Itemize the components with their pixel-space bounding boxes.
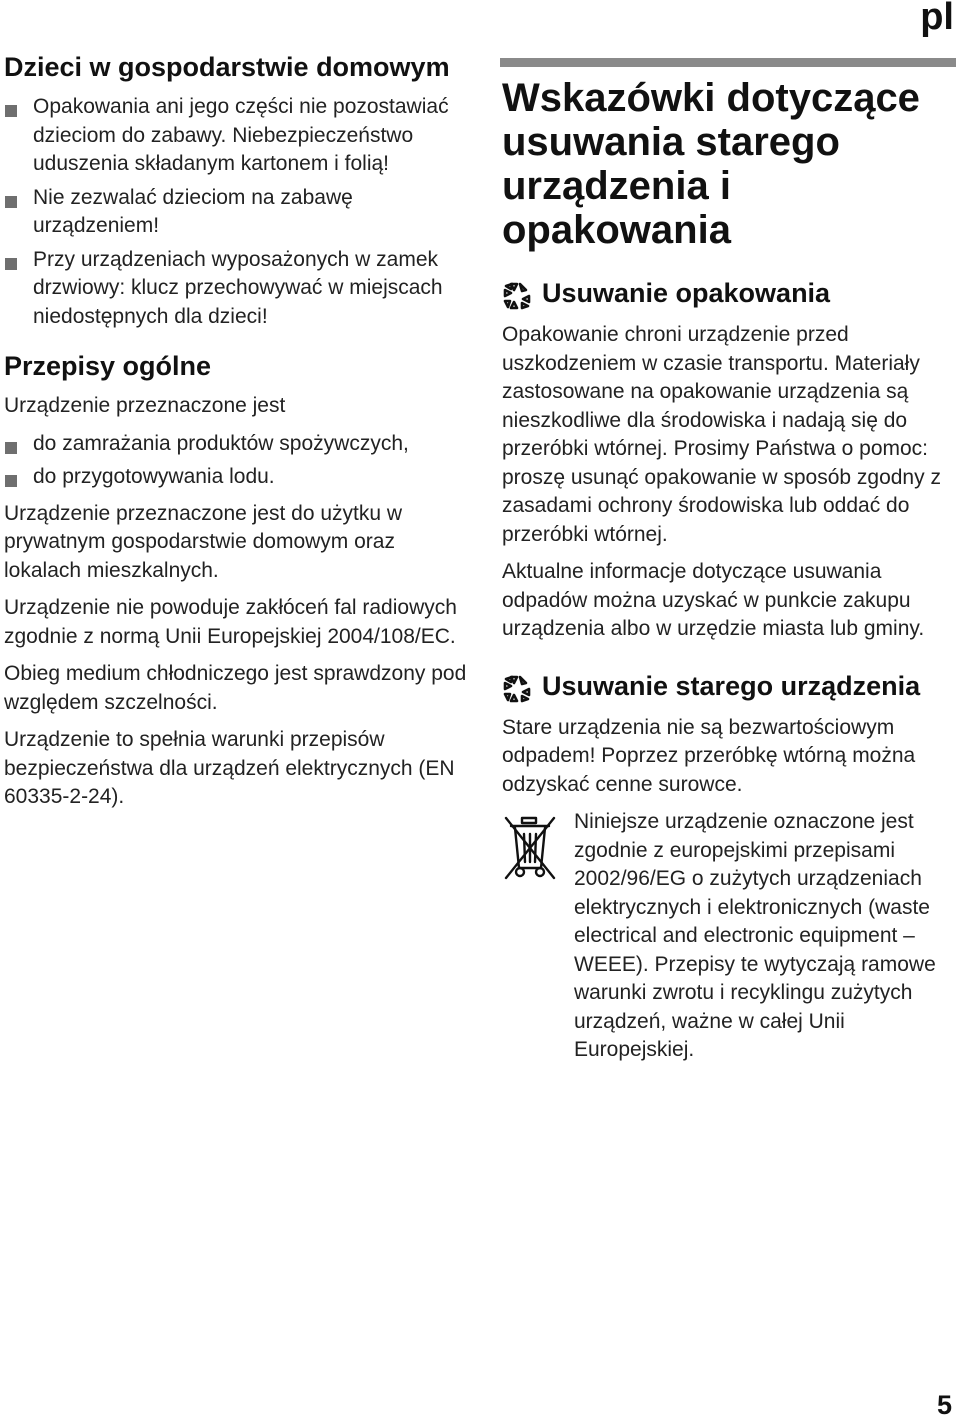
list-item: Opakowania ani jego części nie pozostawiać dzieciom do zabawy. Niebezpieczeństwo uduszenia składanym kartonem i folią! [4,93,474,179]
disposal-main-title: Wskazówki dotyczące usuwania starego urządzenia i opakowania [502,76,920,252]
children-safety-list [4,93,474,331]
weee-notice [502,808,952,1065]
square-bullet-icon [5,105,17,117]
left-column [4,50,474,821]
list-item: Przy urządzeniach wyposażonych w zamek drzwiowy: klucz przechowywać w miejscach niedostępnych dla dzieci! [4,246,474,332]
recycle-icon [502,674,532,704]
list-item: Nie zezwalać dzieciom na zabawę urządzeniem! [4,184,474,241]
right-column [502,76,952,1065]
packaging-paragraph: Opakowanie chroni urządzenie przed uszkodzeniem w czasie transportu. Materiały zastosowane na opakowanie urządzenia są nieszkodliwe dla środowiska i nadają się do przeróbki wtórnej. Prosimy Państwa o pomoc: proszę usunąć opakowanie w sposób zgodny z zasadami ochrony środowiska lub oddać do przeróbki wtórnej. [502,323,941,546]
old-device-heading [502,669,952,704]
general-intro: Urządzenie przeznaczone jest [4,394,286,417]
old-device-title: Usuwanie starego urządzenia [542,670,921,701]
packaging-title: Usuwanie opakowania [542,278,831,308]
old-device-paragraph: Stare urządzenia nie są bezwartościowym odpadem! Poprzez przeróbkę wtórną można odzyskać cenne surowce. [502,715,916,796]
square-bullet-icon [5,258,17,270]
recycle-icon [502,281,532,311]
header-rule [500,58,956,67]
square-bullet-icon [5,196,17,208]
page-number: 5 [936,1390,952,1420]
crossed-out-bin-icon [502,814,574,1065]
square-bullet-icon [5,475,17,487]
intended-use-list [4,430,474,492]
packaging-paragraph: Aktualne informacje dotyczące usuwania odpadów można uzyskać w punkcie zakupu urządzenia albo w urzędzie miasta lub gminy. [502,560,925,640]
section-title-general: Przepisy ogólne [4,351,212,381]
packaging-heading [502,276,952,311]
general-paragraph: Obieg medium chłodniczego jest sprawdzony pod względem szczelności. [4,662,467,714]
weee-text: Niniejsze urządzenie oznaczone jest zgodnie z europejskimi przepisami 2002/96/EG o zużytych urządzeniach elektrycznych i elektronicznych (waste electrical and electronic equipment – WEEE). Przepisy te wytyczają ramowe warunki zwrotu i recyklingu zużytych urządzeń, ważne w całej Unii Europejskiej. [574,810,936,1061]
section-title-children: Dzieci w gospodarstwie domowym [4,52,450,82]
general-paragraph: Urządzenie to spełnia warunki przepisów bezpieczeństwa dla urządzeń elektrycznych (EN 60335-2-24). [4,728,455,808]
list-item: do zamrażania produktów spożywczych, [4,430,474,459]
general-paragraph: Urządzenie nie powoduje zakłóceń fal radiowych zgodnie z normą Unii Europejskiej 2004/108/EC. [4,596,457,648]
list-item: do przygotowywania lodu. [4,463,474,492]
square-bullet-icon [5,442,17,454]
general-paragraph: Urządzenie przeznaczone jest do użytku w prywatnym gospodarstwie domowym oraz lokalach mieszkalnych. [4,501,403,582]
language-label: pl [920,0,954,38]
